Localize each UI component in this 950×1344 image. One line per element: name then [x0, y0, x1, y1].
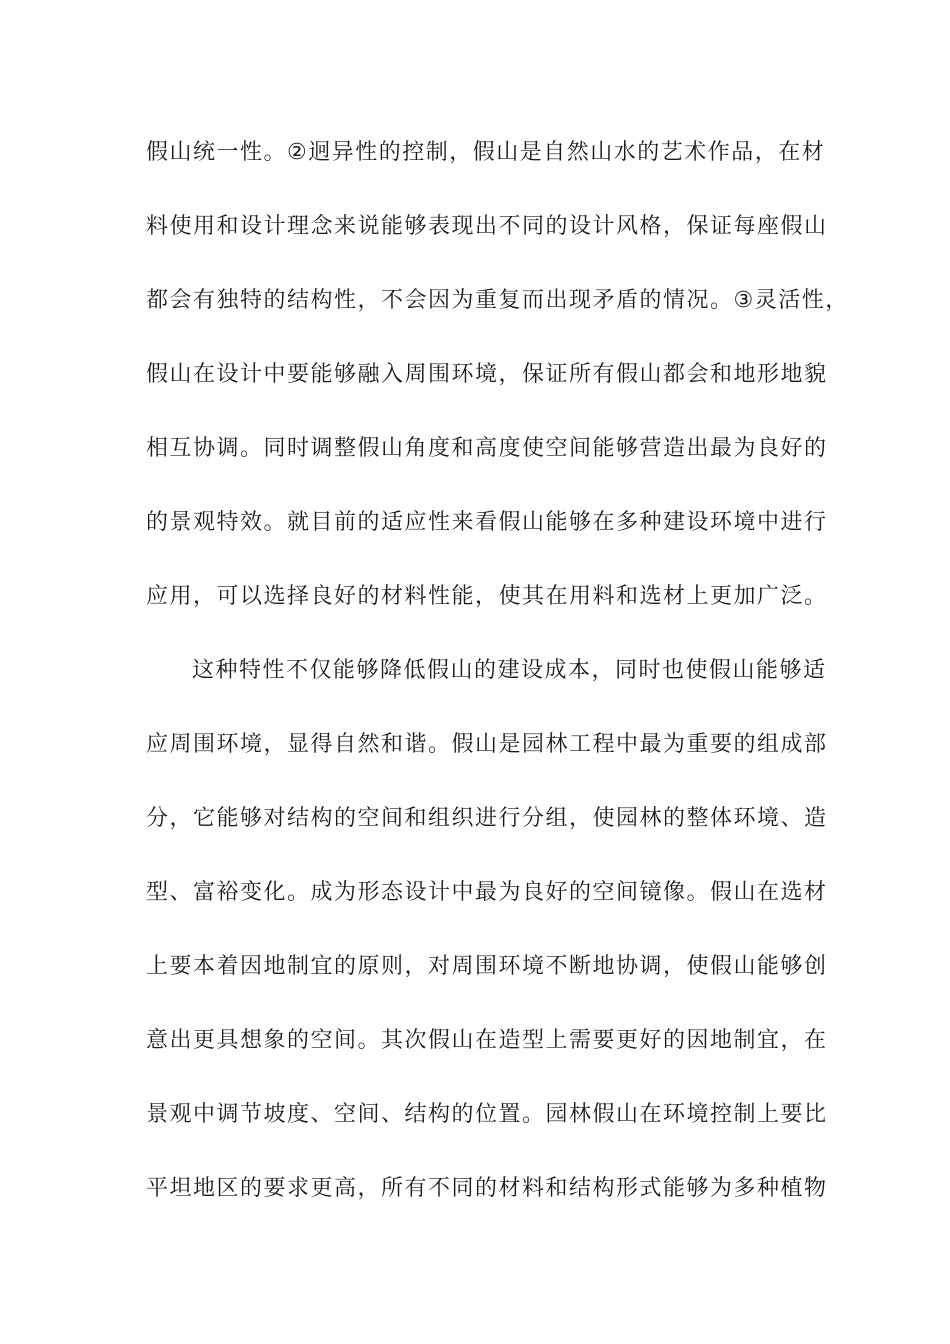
- paragraph-first-line: 这种特性不仅能够降低假山的建设成本，同时也使假山能够适: [192, 658, 827, 683]
- text-line: 假山统一性。②迥异性的控制，假山是自然山水的艺术作品，在材: [146, 140, 826, 165]
- text-line: 的景观特效。就目前的适应性来看假山能够在多种建设环境中进行: [146, 510, 828, 535]
- text-line: 假山在设计中要能够融入周围环境，保证所有假山都会和地形地貌: [146, 362, 828, 387]
- paragraph-end-line: 应用，可以选择良好的材料性能，使其在用料和选材上更加广泛。: [146, 584, 828, 609]
- text-line: 应周围环境，显得自然和谐。假山是园林工程中最为重要的组成部: [146, 732, 828, 757]
- text-line: 型、富裕变化。成为形态设计中最为良好的空间镜像。假山在选材: [146, 880, 828, 905]
- text-line: 分，它能够对结构的空间和组织进行分组，使园林的整体环境、造: [146, 806, 828, 831]
- body-text: [146, 131, 849, 1241]
- text-line: 都会有独特的结构性，不会因为重复而出现矛盾的情况。③灵活性，: [146, 288, 849, 313]
- text-line: 相互协调。同时调整假山角度和高度使空间能够营造出最为良好的: [146, 436, 828, 461]
- text-line: 景观中调节坡度、空间、结构的位置。园林假山在环境控制上要比: [146, 1102, 828, 1127]
- text-line: 意出更具想象的空间。其次假山在造型上需要更好的因地制宜，在: [146, 1028, 828, 1053]
- text-line: 平坦地区的要求更高，所有不同的材料和结构形式能够为多种植物: [146, 1176, 828, 1201]
- text-line: 料使用和设计理念来说能够表现出不同的设计风格，保证每座假山: [146, 214, 828, 239]
- text-line: 上要本着因地制宜的原则，对周围环境不断地协调，使假山能够创: [146, 954, 828, 979]
